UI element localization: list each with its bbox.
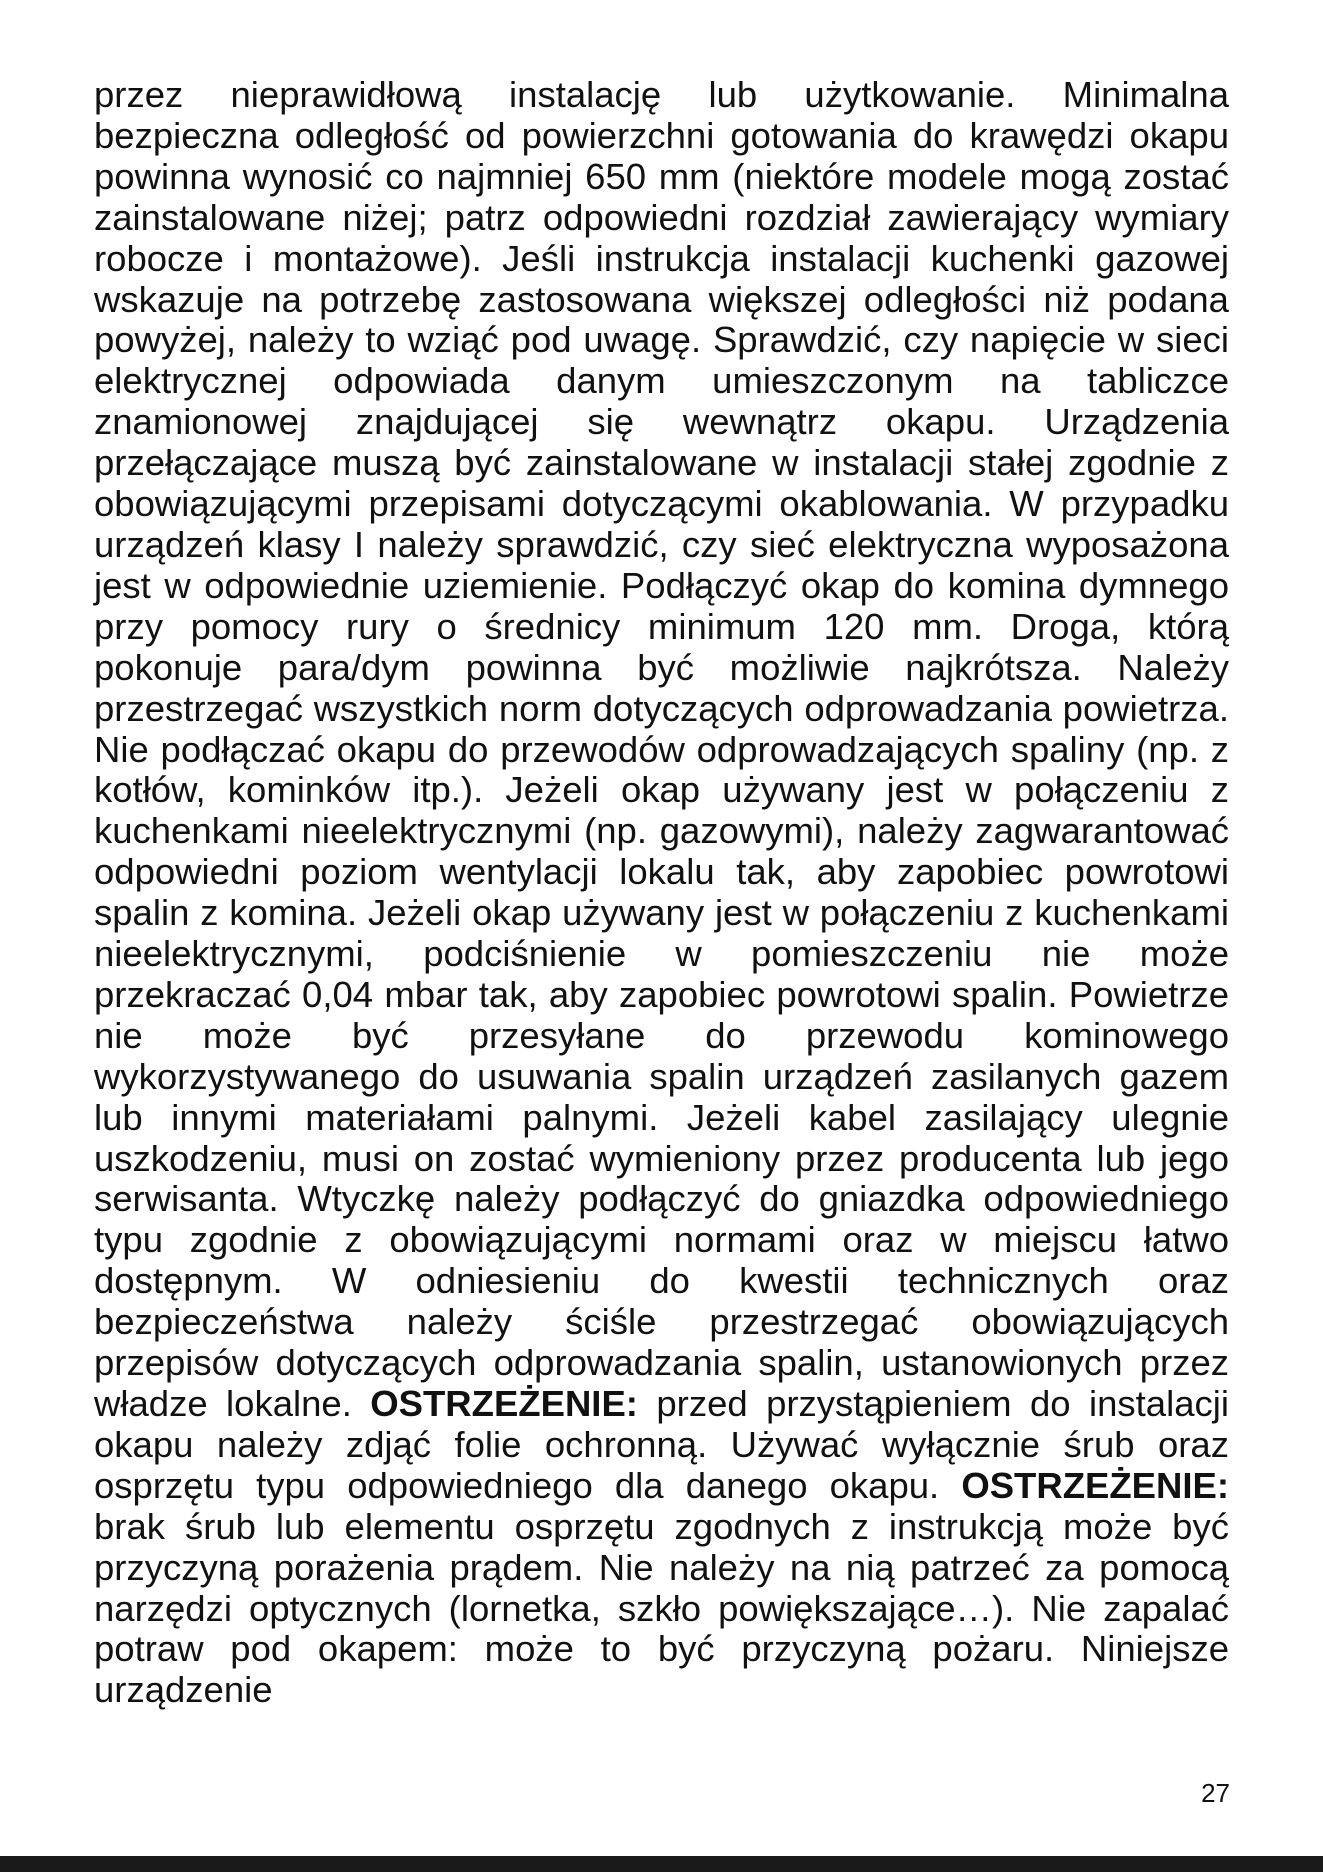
paragraph-text-segment-3: brak śrub lub elementu osprzętu zgodnych z instrukcją może być przyczyną porażenia prądem. Nie należy na nią patrzeć za pomocą narzędzi optycznych (lornetka, szkło powiększające…). Nie zapalać potraw pod okapem: może to być przyczyną pożaru. Niniejsze urządzenie — [94, 1505, 1229, 1711]
warning-label-2: OSTRZEŻENIE: — [961, 1464, 1229, 1506]
bottom-border-bar — [0, 1856, 1323, 1872]
page-number: 27 — [1201, 1778, 1230, 1808]
paragraph-text-segment-2: przed przystąpieniem do instalacji okapu należy zdjąć folie ochronną. Używać wyłącznie śrub oraz osprzętu typu odpowiedniego dla danego okapu. — [94, 1383, 1229, 1506]
warning-label-1: OSTRZEŻENIE: — [370, 1383, 638, 1424]
paragraph-text-segment-1: przez nieprawidłową instalację lub użytkowanie. Minimalna bezpieczna odległość od powierzchni gotowania do krawędzi okapu powinna wynosić co najmniej 650 mm (niektóre modele mogą zostać zainstalowane niżej; patrz odpowiedni rozdział zawierający wymiary robocze i montażowe). Jeśli instrukcja instalacji kuchenki gazowej wskazuje na potrzebę zastosowana większej odległości niż podana powyżej, należy to wziąć pod uwagę. Sprawdzić, czy napięcie w sieci elektrycznej odpowiada danym umieszczonym na tabliczce znamionowej znajdującej się wewnątrz okapu. Urządzenia przełączające muszą być zainstalowane w instalacji stałej zgodnie z obowiązującymi przepisami dotyczącymi okablowania. W przypadku urządzeń klasy I należy sprawdzić, czy sieć elektryczna wyposażona jest w odpowiednie uziemienie. Podłączyć okap do komina dymnego przy pomocy rury o średnicy minimum 120 mm. Droga, którą pokonuje para/dym powinna być możliwie najkrótsza. Należy przestrzegać wszystkich norm dotyczących odprowadzania powietrza. Nie podłączać okapu do przewodów odprowadzających spaliny (np. z kotłów, kominków itp.). Jeżeli okap używany jest w połączeniu z kuchenkami nieelektrycznymi (np. gazowymi), należy zagwarantować odpowiedni poziom wentylacji lokalu tak, aby zapobiec powrotowi spalin z komina. Jeżeli okap używany jest w połączeniu z kuchenkami nieelektrycznymi, podciśnienie w pomieszczeniu nie może przekraczać 0,04 mbar tak, aby zapobiec powrotowi spalin. Powietrze nie może być przesyłane do przewodu kominowego wykorzystywanego do usuwania spalin urządzeń zasilanych gazem lub innymi materiałami palnymi. Jeżeli kabel zasilający ulegnie uszkodzeniu, musi on zostać wymieniony przez producenta lub jego serwisanta. Wtyczkę należy podłączyć do gniazdka odpowiedniego typu zgodnie z obowiązującymi normami oraz w miejscu łatwo dostępnym. W odniesieniu do kwestii technicznych oraz bezpieczeństwa należy ściśle przestrzegać obowiązujących przepisów dotyczących odprowadzania spalin, ustanowionych przez władze lokalne. — [94, 74, 1229, 1424]
body-paragraph — [94, 75, 1229, 1711]
